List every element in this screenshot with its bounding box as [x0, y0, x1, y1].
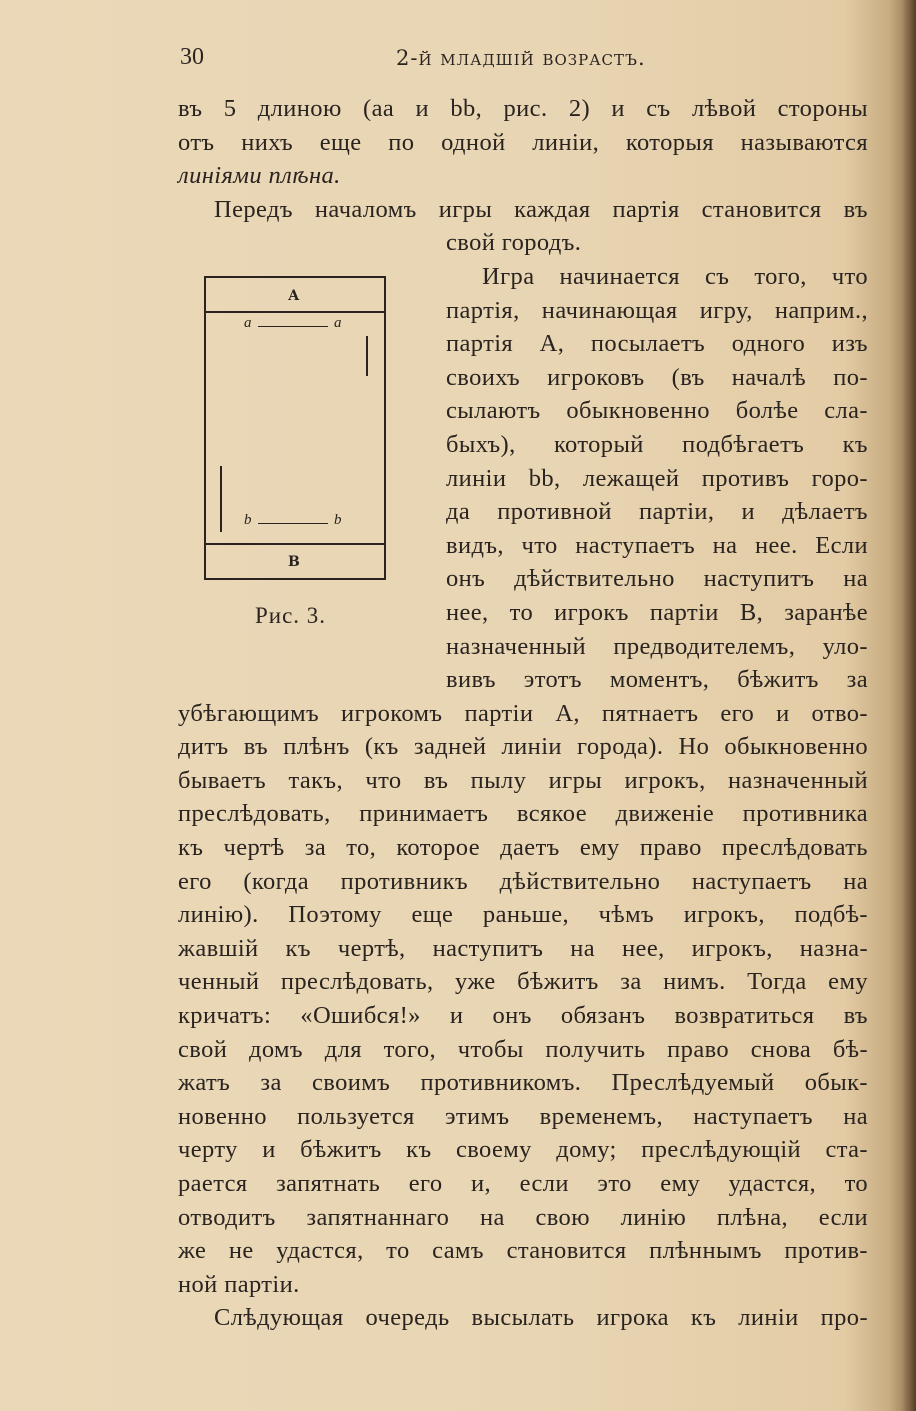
text-line: назначенный предводителемъ, уло- [446, 632, 868, 660]
figure-caption: Рис. 3. [255, 603, 327, 628]
page-edge-shadow [902, 0, 916, 1411]
captivity-line-b [220, 466, 222, 532]
text-line: къ чертѣ за то, которое даетъ ему право преслѣдовать [178, 834, 868, 862]
captivity-line-a [366, 336, 368, 376]
text-line: новенно пользуется этимъ временемъ, наступаетъ на [178, 1102, 868, 1130]
text-line: его (когда противникъ дѣйствительно наступаетъ на [178, 867, 868, 895]
text-line [178, 159, 868, 193]
italic-term: линіями плѣна. [178, 162, 341, 190]
text-line: Слѣдующая очередь высылать игрока къ линіи про- [214, 1304, 868, 1332]
text-line: отводитъ запятнаннаго на свою линію плѣна, если [178, 1203, 868, 1231]
text-line: свой городъ. [446, 229, 582, 257]
text-line: Игра начинается съ того, что [482, 262, 868, 290]
text-line: да противной партіи, и дѣлаетъ [446, 498, 868, 526]
text-line: дитъ въ плѣнъ (къ задней линіи города). Но обыкновенно [178, 733, 868, 761]
text-line: черту и бѣжитъ къ своему дому; преслѣдующій ста- [178, 1136, 868, 1164]
text-line: же не удастся, то самъ становится плѣннымъ против- [178, 1237, 868, 1265]
text-line: рается запятнать его и, если это ему удастся, то [178, 1170, 868, 1197]
city-b-label: В [288, 554, 300, 570]
text-line: отъ нихъ еще по одной линіи, которыя называются [178, 128, 868, 156]
city-a-boundary-line [206, 311, 384, 313]
field-diagram [204, 276, 386, 580]
text-line: партія, начинающая игру, наприм., [446, 296, 868, 324]
text-line: своихъ игроковъ (въ началѣ по- [446, 363, 868, 391]
text-line: жатъ за своимъ противникомъ. Преслѣдуемый обык- [178, 1069, 868, 1097]
city-a-label: А [288, 288, 300, 304]
text-line: партія А, посылаетъ одного изъ [446, 330, 868, 358]
city-b-boundary-line [206, 543, 384, 545]
page-number: 30 [180, 44, 204, 70]
text-line: бываетъ такъ, что въ пылу игры игрокъ, назначенный [178, 766, 868, 794]
text-line: въ 5 длиною (аа и bb, рис. 2) и съ лѣвой стороны [178, 95, 868, 122]
running-title: 2-й младшій возрастъ. [396, 46, 646, 70]
line-aa-left-letter: a [244, 315, 252, 331]
text-line: ной партіи. [178, 1270, 300, 1298]
text-line: Передъ началомъ игры каждая партія становится въ [214, 195, 868, 223]
line-aa-right-letter: a [334, 315, 342, 331]
text-line: свой домъ для того, чтобы получить право снова бѣ- [178, 1035, 868, 1063]
text-line: видъ, что наступаетъ на нее. Если [446, 531, 868, 559]
text-line: онъ дѣйствительно наступитъ на [446, 565, 868, 593]
text-line: жавшій къ чертѣ, наступитъ на нее, игрокъ, назна- [178, 934, 868, 962]
line-bb-left-letter: b [244, 512, 252, 528]
text-line: сылаютъ обыкновенно болѣе сла- [446, 397, 868, 425]
line-bb-right-letter: b [334, 512, 342, 528]
line-bb [258, 523, 328, 524]
text-line: кричатъ: «Ошибся!» и онъ обязанъ возвратиться въ [178, 1002, 868, 1030]
text-line: вивъ этотъ моментъ, бѣжитъ за [446, 666, 868, 694]
text-line: нее, то игрокъ партіи В, заранѣе [446, 598, 868, 626]
text-line: линіи bb, лежащей противъ горо- [446, 464, 868, 492]
line-aa [258, 326, 328, 327]
text-line: убѣгающимъ игрокомъ партіи А, пятнаетъ его и отво- [178, 699, 868, 727]
text-line: преслѣдовать, принимаетъ всякое движеніе противника [178, 800, 868, 828]
text-line: ченный преслѣдовать, уже бѣжитъ за нимъ. Тогда ему [178, 968, 868, 996]
page-header [178, 44, 868, 78]
text-line: быхъ), который подбѣгаетъ къ [446, 430, 868, 458]
text-line: линію). Поэтому еще раньше, чѣмъ игрокъ, подбѣ- [178, 901, 868, 929]
